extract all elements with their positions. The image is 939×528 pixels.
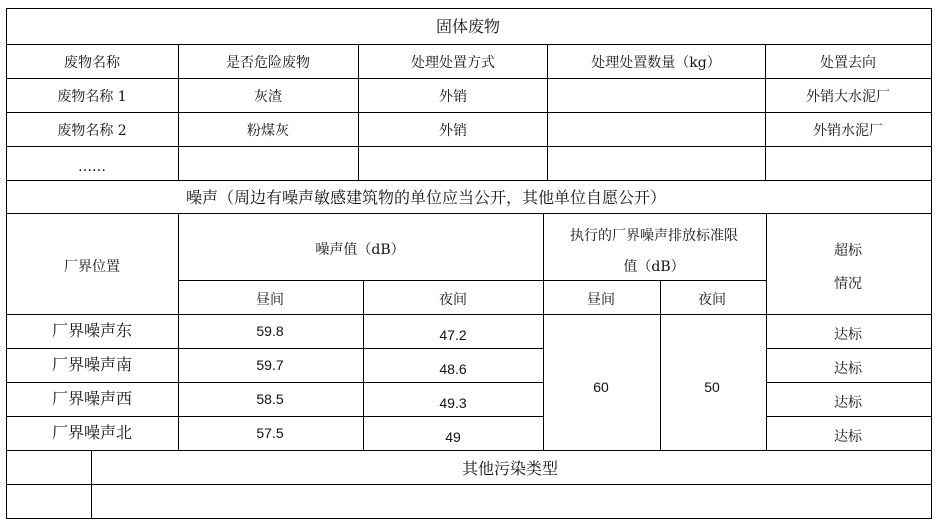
- noise-location: 厂界噪声北: [51, 423, 133, 442]
- waste-method: 外销: [439, 89, 467, 105]
- header-exceed-line1: 超标: [834, 243, 862, 259]
- header-quantity: 处理处置数量（kg）: [591, 55, 721, 71]
- noise-night-value: 49: [445, 429, 461, 445]
- waste-destination: 外销水泥厂: [813, 123, 883, 139]
- sub-header-night-standard: 夜间: [698, 292, 726, 308]
- header-method: 处理处置方式: [411, 55, 495, 71]
- header-noise-value: 噪声值（dB）: [315, 242, 405, 258]
- sub-header-day: 昼间: [256, 292, 284, 308]
- noise-day-value: 57.5: [256, 425, 284, 441]
- other-pollution-title: 其他污染类型: [461, 459, 559, 478]
- header-standard-line2: 值（dB）: [623, 259, 685, 275]
- sub-header-night: 夜间: [439, 292, 467, 308]
- waste-hazardous: 灰渣: [254, 89, 282, 105]
- noise-location: 厂界噪声南: [51, 355, 133, 374]
- noise-status: 达标: [834, 361, 862, 377]
- waste-name: 废物名称 1: [57, 89, 127, 105]
- sub-header-day-standard: 昼间: [587, 292, 615, 308]
- noise-location: 厂界噪声西: [51, 389, 133, 408]
- noise-title: 噪声（周边有噪声敏感建筑物的单位应当公开，其他单位自愿公开）: [186, 188, 667, 207]
- noise-status: 达标: [834, 327, 862, 343]
- waste-hazardous: 粉煤灰: [247, 123, 289, 139]
- header-location: 厂界位置: [64, 259, 120, 275]
- waste-name: 废物名称 2: [57, 123, 127, 139]
- waste-destination: 外销大水泥厂: [806, 89, 890, 105]
- header-destination: 处置去向: [820, 55, 876, 71]
- ellipsis: ……: [78, 159, 106, 175]
- noise-status: 达标: [834, 395, 862, 411]
- noise-night-value: 49.3: [439, 395, 467, 411]
- noise-night-value: 47.2: [439, 327, 467, 343]
- standard-night-value: 50: [704, 379, 720, 395]
- noise-day-value: 58.5: [256, 391, 284, 407]
- waste-method: 外销: [439, 123, 467, 139]
- header-exceed-line2: 情况: [834, 276, 862, 292]
- noise-day-value: 59.7: [256, 357, 284, 373]
- noise-night-value: 48.6: [439, 361, 467, 377]
- noise-status: 达标: [834, 429, 862, 445]
- noise-location: 厂界噪声东: [51, 321, 133, 340]
- standard-day-value: 60: [593, 379, 609, 395]
- header-waste-name: 废物名称: [64, 55, 120, 71]
- noise-day-value: 59.8: [256, 323, 284, 339]
- header-standard-line1: 执行的厂界噪声排放标准限: [570, 228, 738, 244]
- solid-waste-title: 固体废物: [435, 17, 501, 36]
- header-hazardous: 是否危险废物: [226, 55, 310, 71]
